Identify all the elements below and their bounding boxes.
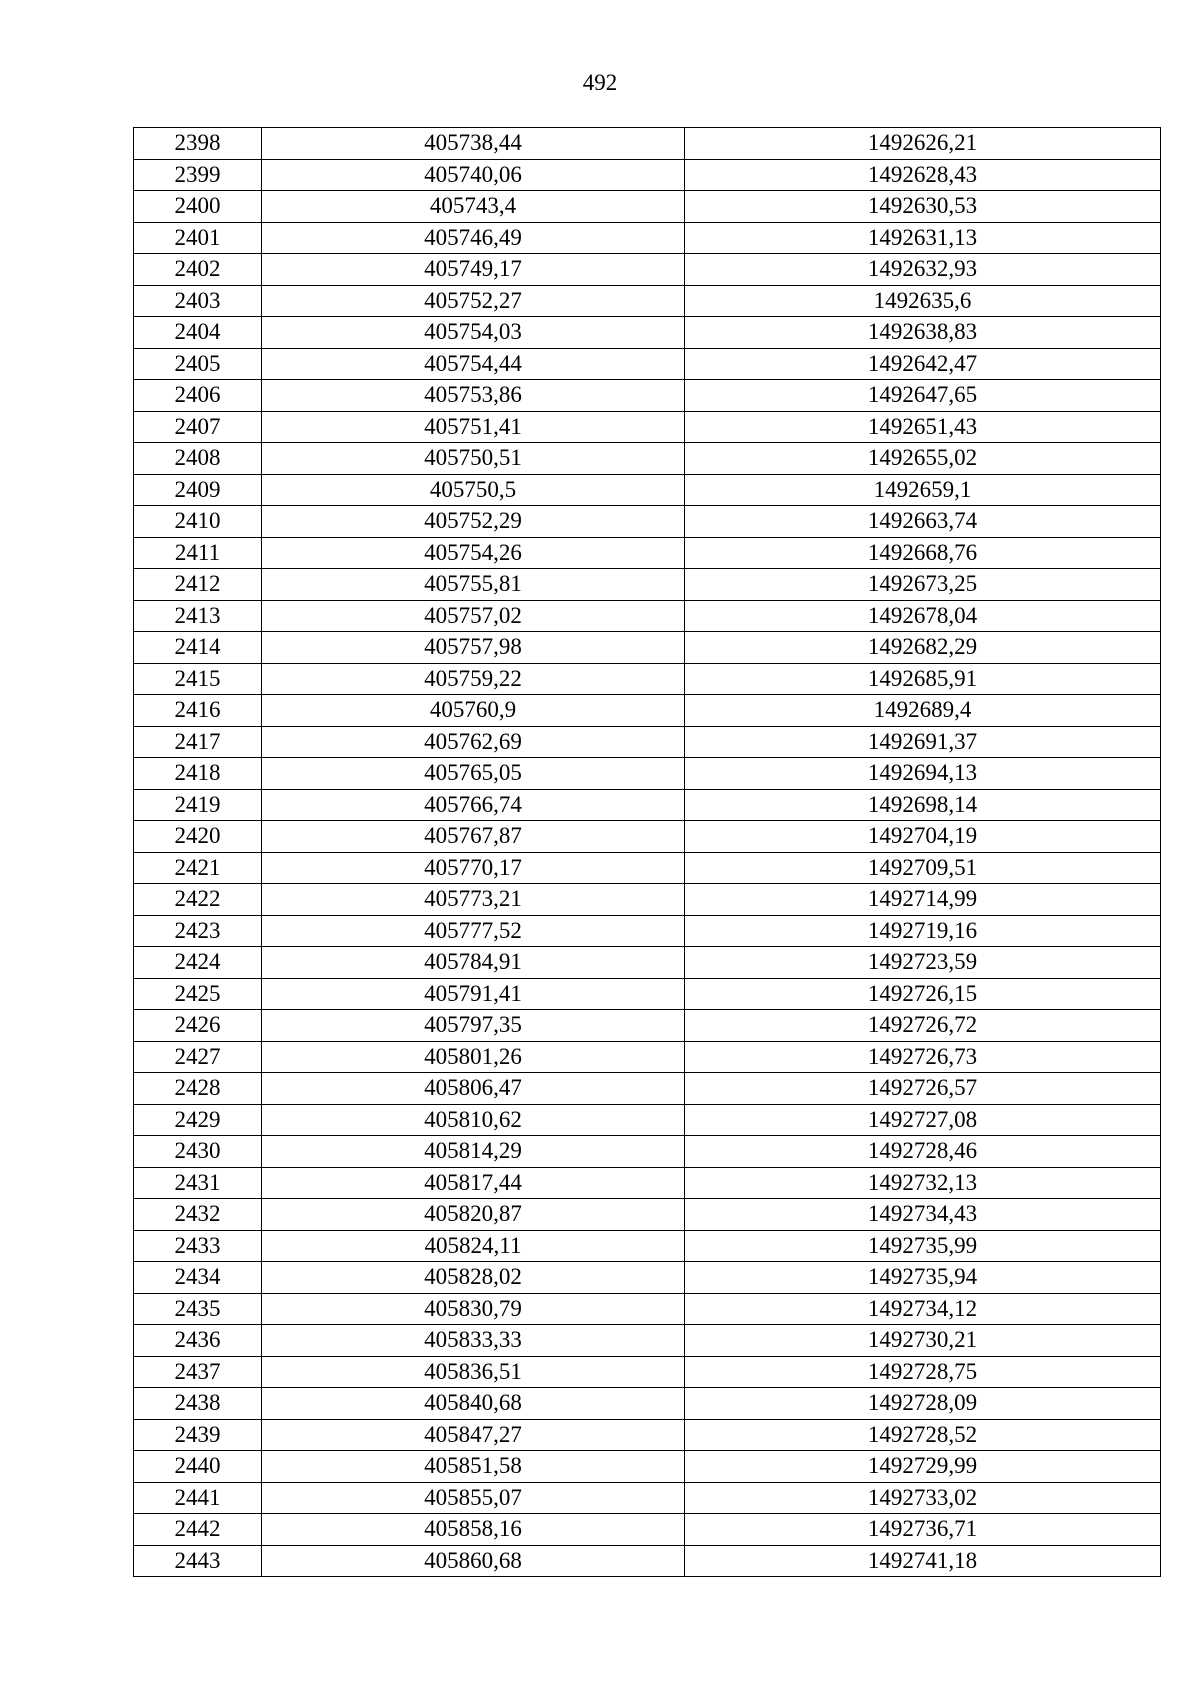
table-row — [134, 159, 1161, 191]
page-number: 492 — [582, 70, 618, 95]
x-coordinate-cell: 405743,4 — [262, 191, 685, 223]
y-coordinate-cell: 1492735,99 — [685, 1230, 1161, 1262]
y-coordinate-cell: 1492642,47 — [685, 348, 1161, 380]
y-coordinate-cell: 1492685,91 — [685, 663, 1161, 695]
point-number-cell: 2416 — [134, 695, 262, 727]
table-row — [134, 1356, 1161, 1388]
table-row — [134, 600, 1161, 632]
y-coordinate-cell: 1492730,21 — [685, 1325, 1161, 1357]
y-coordinate-cell: 1492726,57 — [685, 1073, 1161, 1105]
point-number-cell: 2398 — [134, 128, 262, 160]
table-row — [134, 695, 1161, 727]
x-coordinate-cell: 405751,41 — [262, 411, 685, 443]
point-number-cell: 2431 — [134, 1167, 262, 1199]
point-number-cell: 2424 — [134, 947, 262, 979]
point-number-cell: 2441 — [134, 1482, 262, 1514]
x-coordinate-cell: 405752,29 — [262, 506, 685, 538]
point-number-cell: 2436 — [134, 1325, 262, 1357]
point-number-cell: 2440 — [134, 1451, 262, 1483]
table-row — [134, 506, 1161, 538]
table-row — [134, 1325, 1161, 1357]
point-number-cell: 2415 — [134, 663, 262, 695]
y-coordinate-cell: 1492727,08 — [685, 1104, 1161, 1136]
point-number-cell: 2423 — [134, 915, 262, 947]
y-coordinate-cell: 1492728,09 — [685, 1388, 1161, 1420]
x-coordinate-cell: 405759,22 — [262, 663, 685, 695]
table-row — [134, 1136, 1161, 1168]
table-row — [134, 915, 1161, 947]
x-coordinate-cell: 405833,33 — [262, 1325, 685, 1357]
table-row — [134, 1104, 1161, 1136]
x-coordinate-cell: 405797,35 — [262, 1010, 685, 1042]
x-coordinate-cell: 405740,06 — [262, 159, 685, 191]
point-number-cell: 2437 — [134, 1356, 262, 1388]
y-coordinate-cell: 1492628,43 — [685, 159, 1161, 191]
table-row — [134, 1419, 1161, 1451]
y-coordinate-cell: 1492694,13 — [685, 758, 1161, 790]
table-row — [134, 1545, 1161, 1577]
y-coordinate-cell: 1492733,02 — [685, 1482, 1161, 1514]
y-coordinate-cell: 1492734,12 — [685, 1293, 1161, 1325]
point-number-cell: 2438 — [134, 1388, 262, 1420]
point-number-cell: 2442 — [134, 1514, 262, 1546]
table-row — [134, 632, 1161, 664]
table-row — [134, 789, 1161, 821]
point-number-cell: 2435 — [134, 1293, 262, 1325]
y-coordinate-cell: 1492635,6 — [685, 285, 1161, 317]
y-coordinate-cell: 1492631,13 — [685, 222, 1161, 254]
x-coordinate-cell: 405754,44 — [262, 348, 685, 380]
coordinates-table-body — [134, 128, 1161, 1577]
y-coordinate-cell: 1492659,1 — [685, 474, 1161, 506]
table-row — [134, 348, 1161, 380]
x-coordinate-cell: 405746,49 — [262, 222, 685, 254]
y-coordinate-cell: 1492726,73 — [685, 1041, 1161, 1073]
y-coordinate-cell: 1492663,74 — [685, 506, 1161, 538]
table-row — [134, 285, 1161, 317]
point-number-cell: 2427 — [134, 1041, 262, 1073]
y-coordinate-cell: 1492668,76 — [685, 537, 1161, 569]
y-coordinate-cell: 1492630,53 — [685, 191, 1161, 223]
x-coordinate-cell: 405820,87 — [262, 1199, 685, 1231]
y-coordinate-cell: 1492704,19 — [685, 821, 1161, 853]
y-coordinate-cell: 1492655,02 — [685, 443, 1161, 475]
point-number-cell: 2428 — [134, 1073, 262, 1105]
x-coordinate-cell: 405754,26 — [262, 537, 685, 569]
table-row — [134, 663, 1161, 695]
table-row — [134, 852, 1161, 884]
x-coordinate-cell: 405760,9 — [262, 695, 685, 727]
y-coordinate-cell: 1492732,13 — [685, 1167, 1161, 1199]
x-coordinate-cell: 405762,69 — [262, 726, 685, 758]
point-number-cell: 2432 — [134, 1199, 262, 1231]
x-coordinate-cell: 405750,51 — [262, 443, 685, 475]
x-coordinate-cell: 405752,27 — [262, 285, 685, 317]
table-row — [134, 474, 1161, 506]
x-coordinate-cell: 405791,41 — [262, 978, 685, 1010]
x-coordinate-cell: 405757,02 — [262, 600, 685, 632]
point-number-cell: 2421 — [134, 852, 262, 884]
x-coordinate-cell: 405767,87 — [262, 821, 685, 853]
x-coordinate-cell: 405753,86 — [262, 380, 685, 412]
point-number-cell: 2411 — [134, 537, 262, 569]
table-row — [134, 537, 1161, 569]
table-row — [134, 978, 1161, 1010]
table-row — [134, 947, 1161, 979]
table-row — [134, 1167, 1161, 1199]
table-row — [134, 443, 1161, 475]
x-coordinate-cell: 405851,58 — [262, 1451, 685, 1483]
table-row — [134, 758, 1161, 790]
x-coordinate-cell: 405754,03 — [262, 317, 685, 349]
x-coordinate-cell: 405828,02 — [262, 1262, 685, 1294]
coordinates-table — [133, 127, 1161, 1577]
x-coordinate-cell: 405824,11 — [262, 1230, 685, 1262]
y-coordinate-cell: 1492723,59 — [685, 947, 1161, 979]
table-row — [134, 1388, 1161, 1420]
point-number-cell: 2404 — [134, 317, 262, 349]
table-row — [134, 726, 1161, 758]
y-coordinate-cell: 1492726,72 — [685, 1010, 1161, 1042]
x-coordinate-cell: 405749,17 — [262, 254, 685, 286]
point-number-cell: 2399 — [134, 159, 262, 191]
table-row — [134, 884, 1161, 916]
y-coordinate-cell: 1492728,75 — [685, 1356, 1161, 1388]
table-row — [134, 569, 1161, 601]
x-coordinate-cell: 405817,44 — [262, 1167, 685, 1199]
y-coordinate-cell: 1492729,99 — [685, 1451, 1161, 1483]
y-coordinate-cell: 1492726,15 — [685, 978, 1161, 1010]
point-number-cell: 2426 — [134, 1010, 262, 1042]
point-number-cell: 2409 — [134, 474, 262, 506]
point-number-cell: 2412 — [134, 569, 262, 601]
x-coordinate-cell: 405860,68 — [262, 1545, 685, 1577]
table-row — [134, 222, 1161, 254]
y-coordinate-cell: 1492626,21 — [685, 128, 1161, 160]
point-number-cell: 2413 — [134, 600, 262, 632]
point-number-cell: 2422 — [134, 884, 262, 916]
table-row — [134, 1482, 1161, 1514]
x-coordinate-cell: 405847,27 — [262, 1419, 685, 1451]
point-number-cell: 2443 — [134, 1545, 262, 1577]
x-coordinate-cell: 405810,62 — [262, 1104, 685, 1136]
point-number-cell: 2420 — [134, 821, 262, 853]
y-coordinate-cell: 1492714,99 — [685, 884, 1161, 916]
y-coordinate-cell: 1492734,43 — [685, 1199, 1161, 1231]
x-coordinate-cell: 405814,29 — [262, 1136, 685, 1168]
point-number-cell: 2417 — [134, 726, 262, 758]
y-coordinate-cell: 1492682,29 — [685, 632, 1161, 664]
point-number-cell: 2410 — [134, 506, 262, 538]
table-row — [134, 380, 1161, 412]
y-coordinate-cell: 1492673,25 — [685, 569, 1161, 601]
x-coordinate-cell: 405840,68 — [262, 1388, 685, 1420]
y-coordinate-cell: 1492651,43 — [685, 411, 1161, 443]
point-number-cell: 2407 — [134, 411, 262, 443]
point-number-cell: 2414 — [134, 632, 262, 664]
table-row — [134, 191, 1161, 223]
y-coordinate-cell: 1492678,04 — [685, 600, 1161, 632]
table-row — [134, 1293, 1161, 1325]
x-coordinate-cell: 405773,21 — [262, 884, 685, 916]
table-row — [134, 1010, 1161, 1042]
point-number-cell: 2406 — [134, 380, 262, 412]
point-number-cell: 2405 — [134, 348, 262, 380]
table-row — [134, 1514, 1161, 1546]
table-row — [134, 821, 1161, 853]
x-coordinate-cell: 405784,91 — [262, 947, 685, 979]
table-row — [134, 1451, 1161, 1483]
x-coordinate-cell: 405766,74 — [262, 789, 685, 821]
y-coordinate-cell: 1492632,93 — [685, 254, 1161, 286]
point-number-cell: 2418 — [134, 758, 262, 790]
y-coordinate-cell: 1492719,16 — [685, 915, 1161, 947]
point-number-cell: 2430 — [134, 1136, 262, 1168]
table-row — [134, 1199, 1161, 1231]
x-coordinate-cell: 405830,79 — [262, 1293, 685, 1325]
point-number-cell: 2401 — [134, 222, 262, 254]
point-number-cell: 2402 — [134, 254, 262, 286]
point-number-cell: 2400 — [134, 191, 262, 223]
table-row — [134, 128, 1161, 160]
x-coordinate-cell: 405755,81 — [262, 569, 685, 601]
table-row — [134, 317, 1161, 349]
table-row — [134, 1041, 1161, 1073]
point-number-cell: 2429 — [134, 1104, 262, 1136]
x-coordinate-cell: 405770,17 — [262, 852, 685, 884]
point-number-cell: 2403 — [134, 285, 262, 317]
x-coordinate-cell: 405858,16 — [262, 1514, 685, 1546]
table-row — [134, 254, 1161, 286]
point-number-cell: 2439 — [134, 1419, 262, 1451]
y-coordinate-cell: 1492728,46 — [685, 1136, 1161, 1168]
y-coordinate-cell: 1492735,94 — [685, 1262, 1161, 1294]
y-coordinate-cell: 1492638,83 — [685, 317, 1161, 349]
x-coordinate-cell: 405777,52 — [262, 915, 685, 947]
y-coordinate-cell: 1492691,37 — [685, 726, 1161, 758]
y-coordinate-cell: 1492728,52 — [685, 1419, 1161, 1451]
x-coordinate-cell: 405757,98 — [262, 632, 685, 664]
x-coordinate-cell: 405806,47 — [262, 1073, 685, 1105]
point-number-cell: 2425 — [134, 978, 262, 1010]
x-coordinate-cell: 405765,05 — [262, 758, 685, 790]
point-number-cell: 2434 — [134, 1262, 262, 1294]
x-coordinate-cell: 405801,26 — [262, 1041, 685, 1073]
y-coordinate-cell: 1492709,51 — [685, 852, 1161, 884]
y-coordinate-cell: 1492689,4 — [685, 695, 1161, 727]
y-coordinate-cell: 1492647,65 — [685, 380, 1161, 412]
x-coordinate-cell: 405836,51 — [262, 1356, 685, 1388]
point-number-cell: 2408 — [134, 443, 262, 475]
table-row — [134, 1230, 1161, 1262]
point-number-cell: 2419 — [134, 789, 262, 821]
table-row — [134, 1073, 1161, 1105]
point-number-cell: 2433 — [134, 1230, 262, 1262]
y-coordinate-cell: 1492736,71 — [685, 1514, 1161, 1546]
x-coordinate-cell: 405750,5 — [262, 474, 685, 506]
table-row — [134, 411, 1161, 443]
y-coordinate-cell: 1492741,18 — [685, 1545, 1161, 1577]
y-coordinate-cell: 1492698,14 — [685, 789, 1161, 821]
table-row — [134, 1262, 1161, 1294]
x-coordinate-cell: 405738,44 — [262, 128, 685, 160]
x-coordinate-cell: 405855,07 — [262, 1482, 685, 1514]
